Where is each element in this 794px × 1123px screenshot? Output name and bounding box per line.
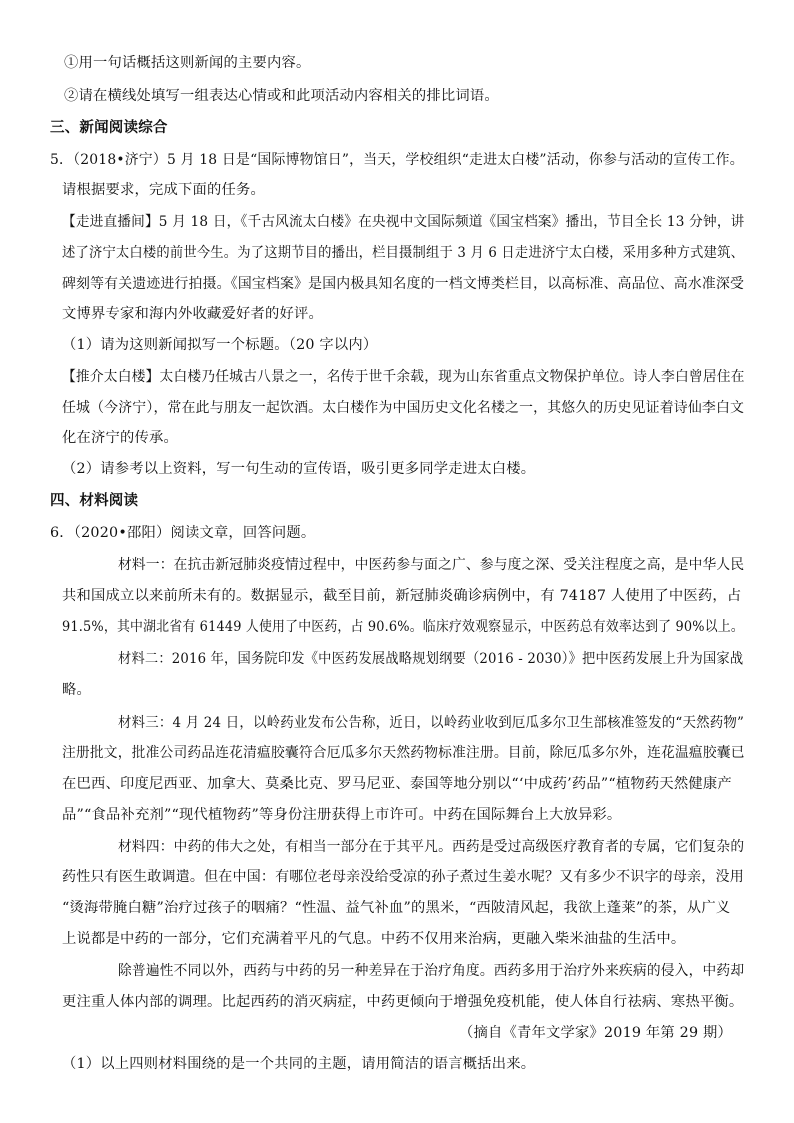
paragraph-line: 【推介太白楼】太白楼乃任城古八景之一，名传于世千余载，现为山东省重点文物保护单位。诗人李白曾居住在	[62, 369, 745, 385]
question-5-stem: 5．（2018•济宁）5 月 18 日是“国际博物馆日”，当天，学校组织“走进太白楼”活动，你参与活动的宣传工作。	[50, 152, 744, 168]
paragraph-line: 化在济宁的传承。	[62, 430, 178, 446]
section-heading-news: 三、新闻阅读综合	[50, 120, 168, 136]
paragraph-line: 述了济宁太白楼的前世今生。为了这期节目的播出，栏目摄制组于 3 月 6 日走进济宁太白楼，采用多种方式建筑、	[62, 245, 745, 261]
source-citation: （摘自《青年文学家》2019 年第 29 期）	[459, 1025, 732, 1041]
question-item-1: ①用一句话概括这则新闻的主要内容。	[64, 55, 311, 71]
material-line: 注册批文，批准公司药品连花清瘟胶囊符合厄瓜多尔天然药物标准注册。目前，除厄瓜多尔外，连花温瘟胶囊已	[62, 745, 745, 761]
material-line: 更注重人体内部的调理。比起西药的消灭病症，中药更倾向于增强免疫机能，使人体自行祛病、寒热平衡。	[62, 994, 744, 1010]
material-line: “烫海带腌白糖”治疗过孩子的咽痛？“性温、益气补血”的黑米，“西陂清风起，我欲上蓬莱”的茶，从广义	[62, 900, 731, 916]
paragraph-line: 碑刻等有关遗迹进行拍摄。《国宝档案》是国内极具知名度的一档文博类栏目，以高标准、高品位、高水准深受	[62, 276, 745, 292]
material-line: 材料三：4 月 24 日，以岭药业发布公告称，近日，以岭药业收到厄瓜多尔卫生部核准签发的“天然药物”	[118, 715, 745, 731]
paragraph-line: 请根据要求，完成下面的任务。	[62, 182, 265, 198]
section-heading-material: 四、材料阅读	[50, 493, 139, 509]
question-6-stem: 6．（2020•邵阳）阅读文章，回答问题。	[50, 525, 316, 541]
material-line: 在巴西、印度尼西亚、加拿大、莫桑比克、罗马尼亚、泰国等地分别以“‘中成药’药品”“植物药天然健康产	[62, 776, 732, 792]
material-line: 共和国成立以来前所未有的。数据显示，截至目前，新冠肺炎确诊病例中，有 74187 人使用了中医药，占	[62, 588, 742, 604]
material-line: 91.5%，其中湖北省有 61449 人使用了中医药，占 90.6%。临床疗效观察显示，中医药总有效率达到了 90%以上。	[62, 619, 744, 635]
paragraph-line: 文博界专家和海内外收藏爱好者的好评。	[62, 306, 323, 322]
sub-question: （2）请参考以上资料，写一句生动的宣传语，吸引更多同学走进太白楼。	[62, 461, 536, 477]
material-line: 上说都是中药的一部分，它们充满着平凡的气息。中药不仅用来治病，更融入柴米油盐的生活中。	[62, 931, 686, 947]
material-line: 材料一：在抗击新冠肺炎疫情过程中，中医药参与面之广、参与度之深、受关注程度之高，是中华人民	[118, 557, 745, 573]
paragraph-line: 任城（今济宁），常在此与朋友一起饮酒。太白楼作为中国历史文化名楼之一，其悠久的历史见证着诗仙李白文	[62, 400, 745, 416]
material-line: 药性只有医生敢调遣。但在中国：有哪位老母亲没给受凉的孙子煮过生姜水呢？又有多少不识字的母亲，没用	[62, 869, 744, 885]
material-line: 除普遍性不同以外，西药与中药的另一种差异在于治疗角度。西药多用于治疗外来疾病的侵入，中药却	[118, 963, 745, 979]
material-line: 材料四：中药的伟大之处，有相当一部分在于其平凡。西药是受过高级医疗教育者的专属，它们复杂的	[118, 839, 745, 855]
question-item-2: ②请在横线处填写一组表达心情或和此项活动内容相关的排比词语。	[64, 88, 499, 104]
material-line: 略。	[62, 682, 91, 698]
material-line: 品”“食品补充剂”“现代植物药”等身份注册获得上市许可。中药在国际舞台上大放异彩。	[62, 807, 622, 823]
material-line: 材料二：2016 年，国务院印发《中医药发展战略规划纲要（2016 - 2030）》把中医药发展上升为国家战	[118, 651, 744, 667]
sub-question: （1）请为这则新闻拟写一个标题。（20 字以内）	[62, 337, 378, 353]
sub-question: （1）以上四则材料围绕的是一个共同的主题，请用简洁的语言概括出来。	[62, 1056, 536, 1072]
paragraph-line: 【走进直播间】5 月 18 日，《千古风流太白楼》在央视中文国际频道《国宝档案》播出，节目全长 13 分钟，讲	[62, 214, 745, 230]
